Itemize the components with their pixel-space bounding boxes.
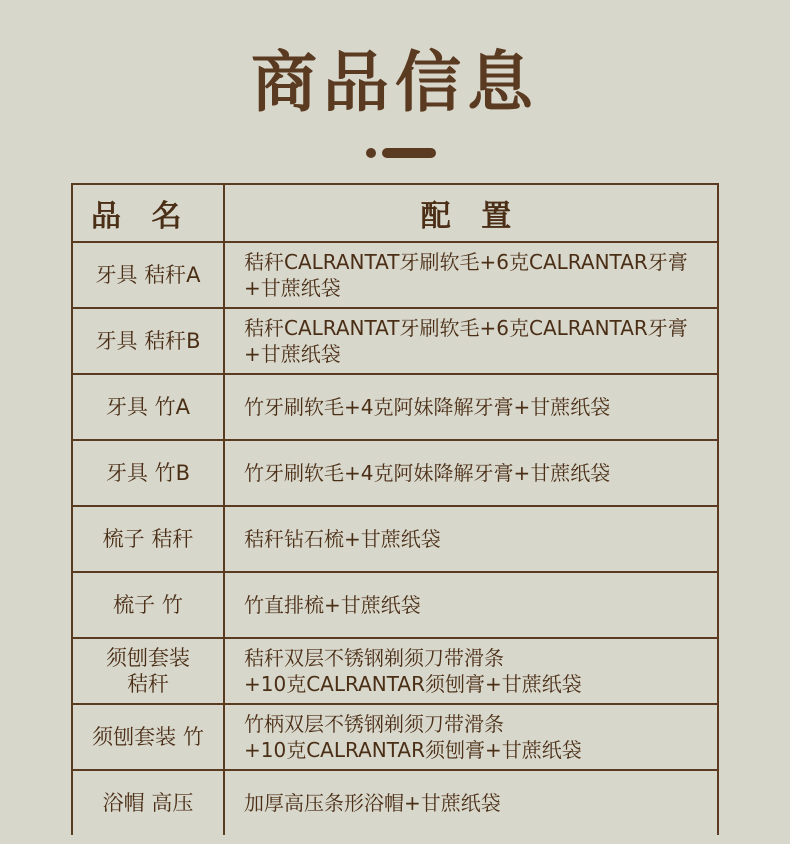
- product-name: 须刨套装 秸秆: [72, 638, 224, 704]
- product-config: 秸秆CALRANTAT牙刷软毛+6克CALRANTAR牙膏 +甘蔗纸袋: [224, 308, 718, 374]
- product-name: 牙具 竹B: [72, 440, 224, 506]
- product-config: 加厚高压条形浴帽+甘蔗纸袋: [224, 770, 718, 835]
- header-config: 配 置: [224, 184, 718, 242]
- product-name: 牙具 竹A: [72, 374, 224, 440]
- product-config: 秸秆CALRANTAT牙刷软毛+6克CALRANTAR牙膏 +甘蔗纸袋: [224, 242, 718, 308]
- table-row: [72, 308, 718, 374]
- product-config: 秸秆钻石梳+甘蔗纸袋: [224, 506, 718, 572]
- table-row: [72, 572, 718, 638]
- product-config: 竹柄双层不锈钢剃须刀带滑条 +10克CALRANTAR须刨膏+甘蔗纸袋: [224, 704, 718, 770]
- header-name: 品 名: [72, 184, 224, 242]
- product-name: 梳子 秸秆: [72, 506, 224, 572]
- table-row: [72, 704, 718, 770]
- product-name: 牙具 秸秆B: [72, 308, 224, 374]
- divider-dot: [366, 148, 376, 158]
- table-header-row: [72, 184, 718, 242]
- product-name: 梳子 竹: [72, 572, 224, 638]
- product-name: 牙具 秸秆A: [72, 242, 224, 308]
- product-config: 竹直排梳+甘蔗纸袋: [224, 572, 718, 638]
- divider-bar: [382, 148, 436, 158]
- table-row: [72, 638, 718, 704]
- table-row: [72, 374, 718, 440]
- product-name: 浴帽 高压: [72, 770, 224, 835]
- page-title: 商品信息: [251, 44, 539, 121]
- product-config: 竹牙刷软毛+4克阿妹降解牙膏+甘蔗纸袋: [224, 440, 718, 506]
- table-row: [72, 770, 718, 835]
- product-config: 竹牙刷软毛+4克阿妹降解牙膏+甘蔗纸袋: [224, 374, 718, 440]
- table-row: [72, 242, 718, 308]
- table-row: [72, 440, 718, 506]
- product-info-table: [71, 183, 719, 835]
- table-row: [72, 506, 718, 572]
- title-divider: [366, 148, 438, 158]
- product-name: 须刨套装 竹: [72, 704, 224, 770]
- product-config: 秸秆双层不锈钢剃须刀带滑条 +10克CALRANTAR须刨膏+甘蔗纸袋: [224, 638, 718, 704]
